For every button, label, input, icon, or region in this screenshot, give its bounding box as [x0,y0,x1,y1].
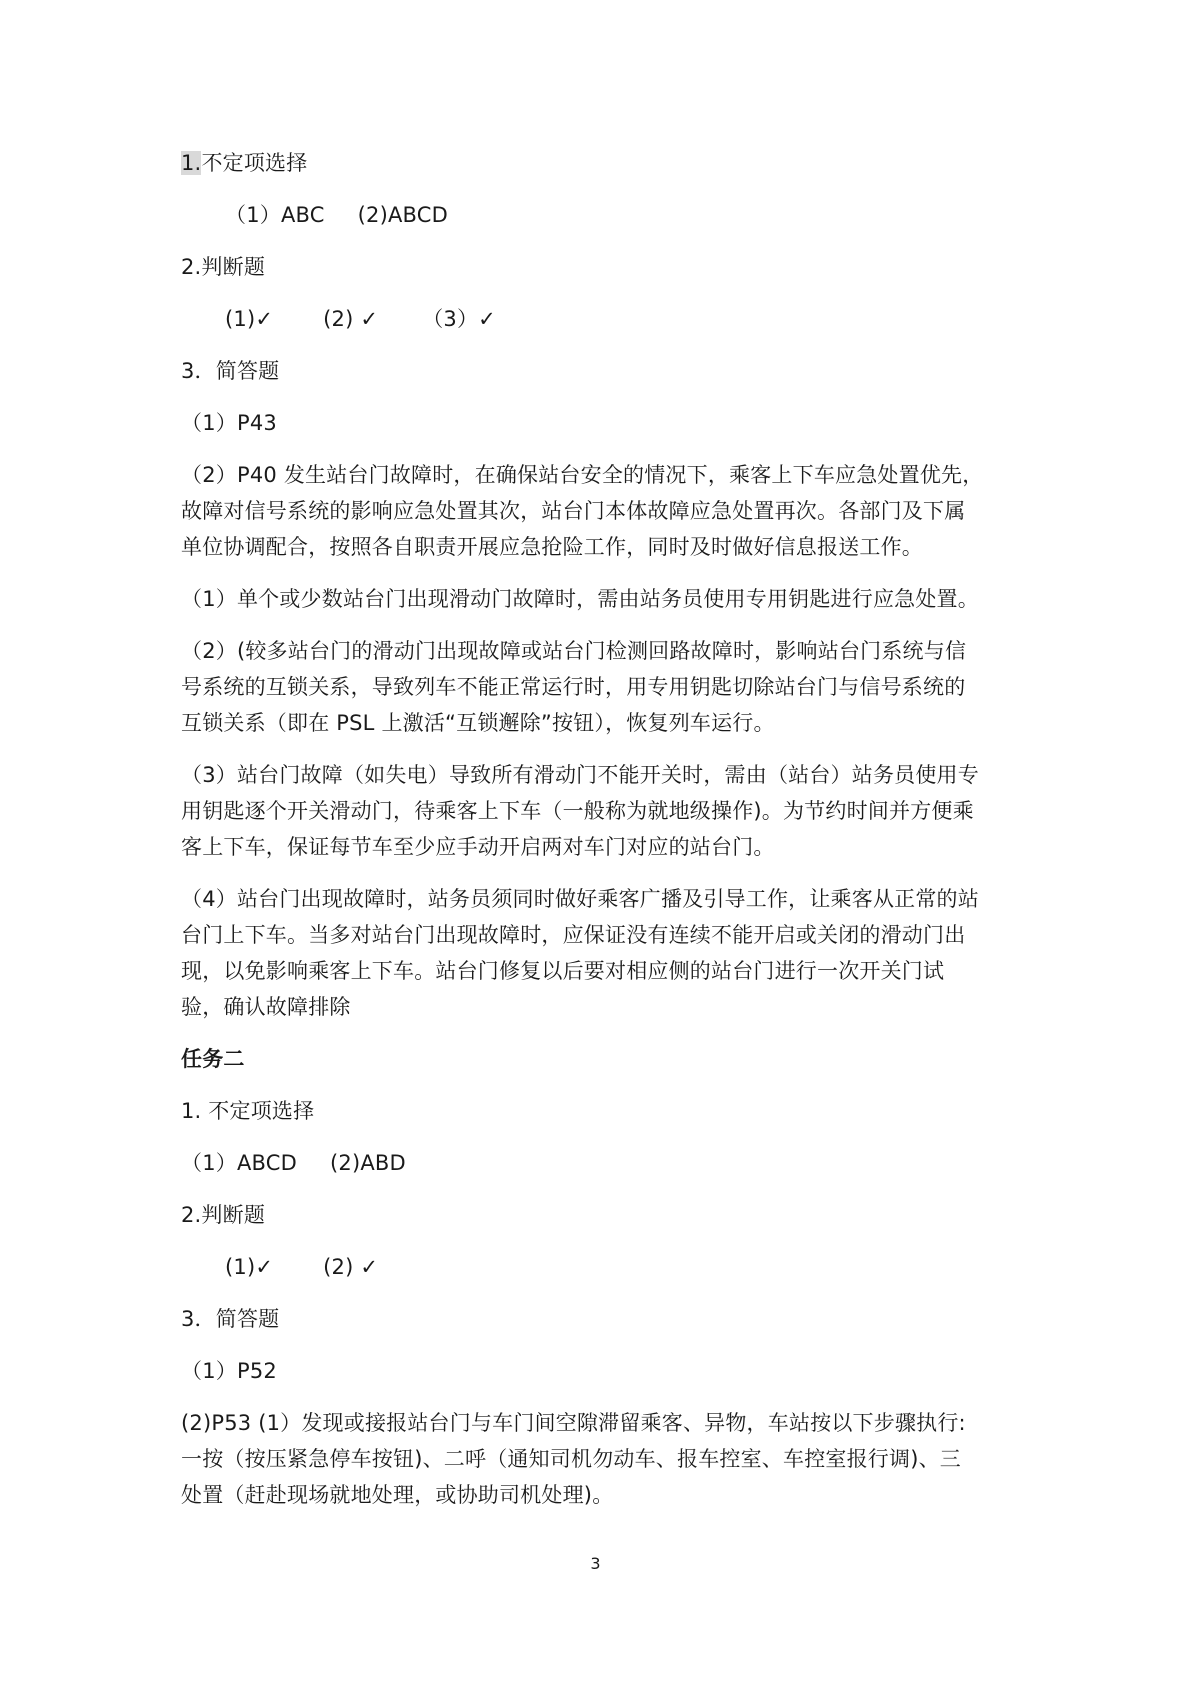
task1-q2-answer-2: (2) ✓ [323,307,379,331]
paragraph-line: （2）(较多站台门的滑动门出现故障或站台门检测回路故障时，影响站台门系统与信 [181,639,967,663]
task1-q1-title [181,150,307,176]
paragraph-line: 一按（按压紧急停车按钮)、二呼（通知司机勿动车、报车控室、车控室报行调)、三 [181,1447,961,1471]
task1-q1-answer-1: （1）ABC [225,203,325,227]
paragraph-line: （1）单个或少数站台门出现滑动门故障时，需由站务员使用专用钥匙进行应急处置。 [181,587,979,611]
paragraph-line: 验，确认故障排除 [181,995,351,1019]
task2-q3-answer-1: （1）P52 [181,1359,277,1383]
task2-q2-answer-1: (1)✓ [225,1255,274,1279]
paragraph-line: （2）P40 发生站台门故障时，在确保站台安全的情况下，乘客上下车应急处置优先， [181,463,984,487]
task2-q1-answer-2: (2)ABD [330,1151,406,1175]
paragraph-line: 号系统的互锁关系，导致列车不能正常运行时，用专用钥匙切除站台门与信号系统的 [181,675,966,699]
task2-q1-title: 1. 不定项选择 [181,1099,315,1123]
task2-q2-answers [225,1254,378,1280]
paragraph-line: （4）站台门出现故障时，站务员须同时做好乘客广播及引导工作，让乘客从正常的站 [181,887,979,911]
paragraph-line: 故障对信号系统的影响应急处置其次，站台门本体故障应急处置再次。各部门及下属 [181,499,966,523]
task1-q3-answer-1: （1）P43 [181,411,277,435]
task2-q2-title: 2.判断题 [181,1203,266,1227]
task1-q1-number: 1. [181,151,202,175]
task2-q1-answer-1: （1）ABCD [181,1151,297,1175]
paragraph-line: 互锁关系（即在 PSL 上激活“互锁邂除”按钮），恢复列车运行。 [181,711,775,735]
page-number: 3 [590,1554,601,1573]
task1-q2-title: 2.判断题 [181,255,266,279]
paragraph-line: （3）站台门故障（如失电）导致所有滑动门不能开关时，需由（站台）站务员使用专 [181,763,979,787]
task1-q2-answers [225,306,496,332]
task1-q1-answers [225,202,448,228]
task2-heading: 任务二 [181,1047,245,1071]
paragraph-line: 客上下车，保证每节车至少应手动开启两对车门对应的站台门。 [181,835,775,859]
task1-q2-answer-3: （3）✓ [422,307,496,331]
task1-q2-answer-1: (1)✓ [225,307,274,331]
task1-q3-title: 3．简答题 [181,359,280,383]
task2-q2-answer-2: (2) ✓ [323,1255,379,1279]
task2-q3-title: 3．简答题 [181,1307,280,1331]
task1-q1-answer-2: (2)ABCD [357,203,449,227]
paragraph-line: 用钥匙逐个开关滑动门，待乘客上下车（一般称为就地级操作)。为节约时间并方便乘 [181,799,974,823]
paragraph-line: 单位协调配合，按照各自职责开展应急抢险工作，同时及时做好信息报送工作。 [181,535,923,559]
paragraph-line: 处置（赶赴现场就地处理，或协助司机处理)。 [181,1483,614,1507]
task1-q1-title-text: 不定项选择 [201,151,308,175]
paragraph-line: (2)P53 (1）发现或接报站台门与车门间空隙滞留乘客、异物，车站按以下步骤执行: [181,1411,966,1435]
paragraph-line: 现，以免影响乘客上下车。站台门修复以后要对相应侧的站台门进行一次开关门试 [181,959,945,983]
task2-q1-answers [181,1150,406,1176]
paragraph-line: 台门上下车。当多对站台门出现故障时，应保证没有连续不能开启或关闭的滑动门出 [181,923,966,947]
